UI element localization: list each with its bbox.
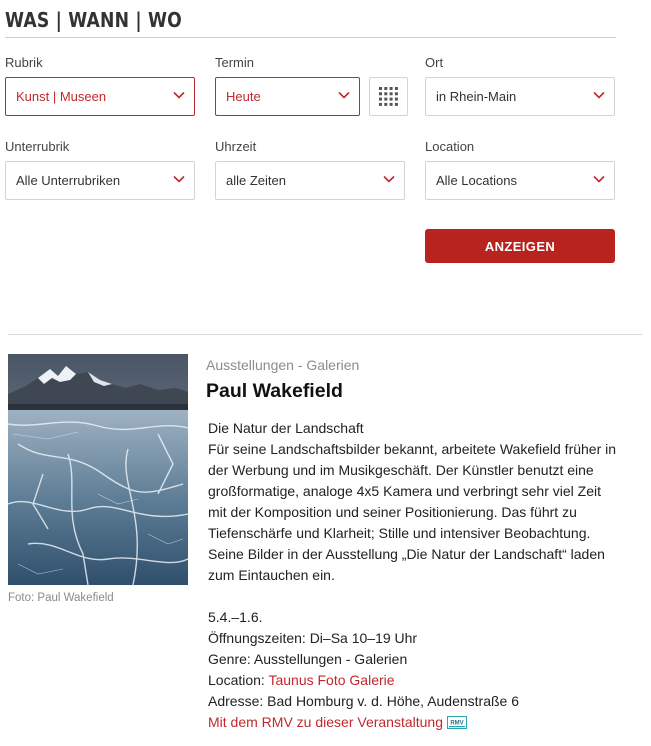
rubrik-label: Rubrik <box>5 55 43 70</box>
event-opening-hours: Öffnungszeiten: Di–Sa 10–19 Uhr <box>208 630 418 646</box>
rmv-link[interactable]: Mit dem RMV zu dieser Veranstaltung <box>208 714 443 730</box>
ort-value: in Rhein-Main <box>436 89 517 104</box>
termin-label: Termin <box>215 55 255 70</box>
calendar-grid-icon <box>379 87 398 106</box>
event-photo[interactable] <box>8 354 188 585</box>
unterrubrik-label: Unterrubrik <box>5 139 70 154</box>
termin-value: Heute <box>226 89 261 104</box>
description-line: Seine Bilder in der Ausstellung „Die Natur der Landschaft“ laden <box>208 546 605 562</box>
rmv-badge-text: RMV <box>450 720 464 727</box>
calendar-button[interactable] <box>369 77 408 116</box>
description-line: Tiefenschärfe und Klarheit; Stille und intensiver Beobachtung. <box>208 525 591 541</box>
chevron-down-icon <box>338 91 350 99</box>
unterrubrik-value: Alle Unterrubriken <box>16 173 121 188</box>
chevron-down-icon <box>593 91 605 99</box>
location-value: Alle Locations <box>436 173 517 188</box>
description-line: Für seine Landschaftsbilder bekannt, arbeitete Wakefield früher in <box>208 441 617 457</box>
rmv-logo-icon[interactable] <box>447 716 467 729</box>
description-line: der Werbung und im Musikgeschäft. Der Künstler benutzt eine <box>208 462 594 478</box>
uhrzeit-value: alle Zeiten <box>226 173 286 188</box>
location-link[interactable]: Taunus Foto Galerie <box>268 672 395 688</box>
uhrzeit-label: Uhrzeit <box>215 139 257 154</box>
event-location <box>208 670 644 691</box>
event-dates: 5.4.–1.6. <box>208 609 263 625</box>
photo-credit: Foto: Paul Wakefield <box>8 592 114 604</box>
event-address: Adresse: Bad Homburg v. d. Höhe, Audenstraße 6 <box>208 693 520 709</box>
anzeigen-button[interactable]: ANZEIGEN <box>425 229 615 263</box>
event-genre: Genre: Ausstellungen - Galerien <box>208 651 408 667</box>
event-description <box>208 418 644 586</box>
unterrubrik-select[interactable] <box>5 161 195 200</box>
ort-select[interactable] <box>425 77 615 116</box>
ort-label: Ort <box>425 55 444 70</box>
section-divider <box>8 334 642 335</box>
chevron-down-icon <box>173 91 185 99</box>
description-line: zum Eintauchen ein. <box>208 567 335 583</box>
chevron-down-icon <box>383 175 395 183</box>
event-category: Ausstellungen - Galerien <box>206 357 360 373</box>
termin-select[interactable] <box>215 77 360 116</box>
page-title: WAS | WANN | WO <box>5 8 182 32</box>
event-details <box>208 607 644 733</box>
description-line: Die Natur der Landschaft <box>208 420 364 436</box>
uhrzeit-select[interactable] <box>215 161 405 200</box>
title-divider <box>5 37 616 38</box>
location-select[interactable] <box>425 161 615 200</box>
description-line: großformatige, analoge 4x5 Kamera und verbringt sehr viel Zeit <box>208 483 601 499</box>
event-title[interactable]: Paul Wakefield <box>206 380 343 402</box>
rubrik-select[interactable] <box>5 77 195 116</box>
chevron-down-icon <box>173 175 185 183</box>
location-label: Location <box>425 139 475 154</box>
description-line: mit der Komposition und seiner Positionierung. Das führt zu <box>208 504 577 520</box>
rubrik-value: Kunst | Museen <box>16 89 107 104</box>
location-prefix: Location: <box>208 672 269 688</box>
chevron-down-icon <box>593 175 605 183</box>
rmv-row <box>208 712 644 733</box>
